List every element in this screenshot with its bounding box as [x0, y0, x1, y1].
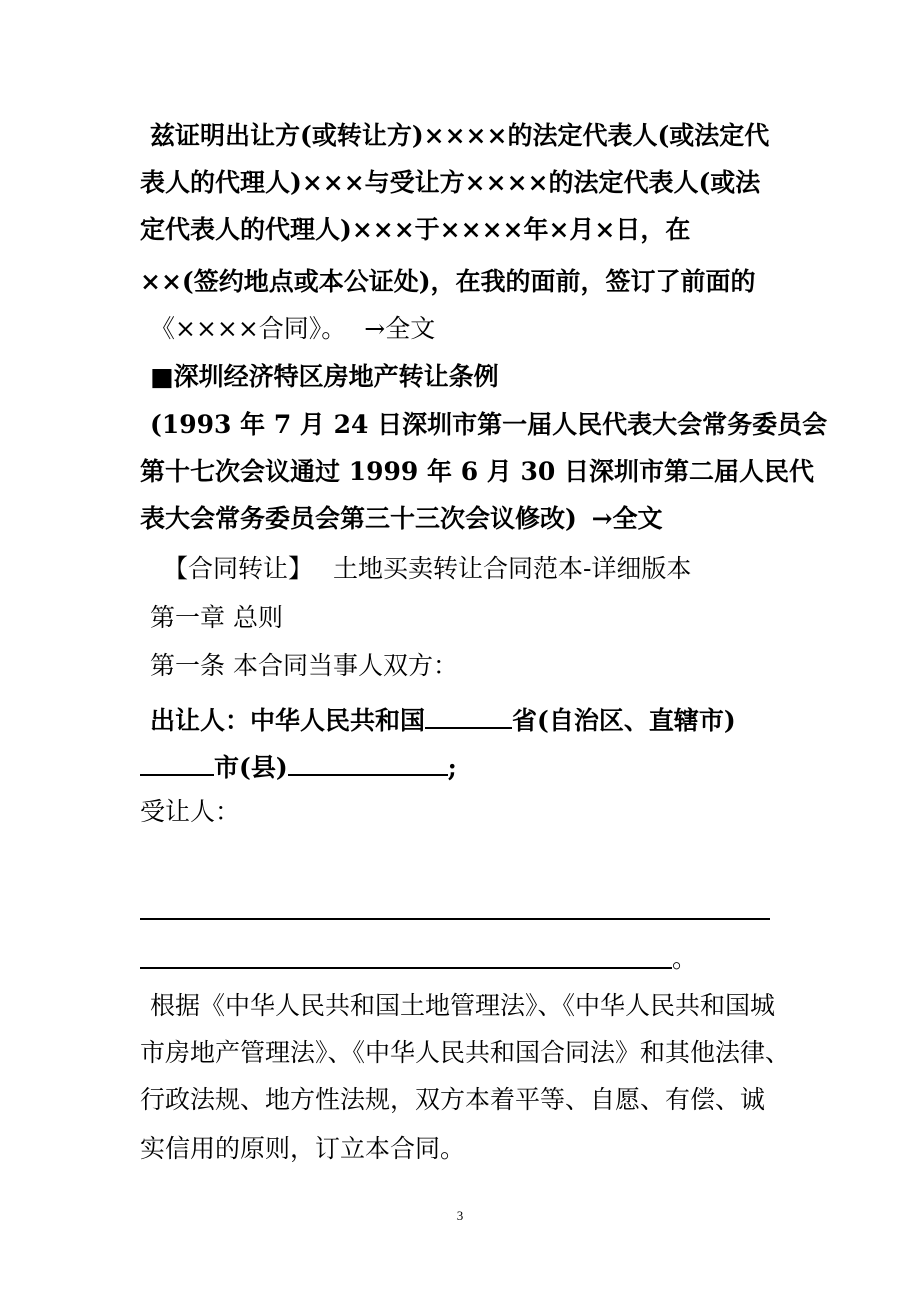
contract-title: 土地买卖转让合同范本-详细版本 — [332, 554, 692, 583]
full-text-link-1[interactable]: →全文 — [364, 314, 436, 343]
city-label: 市(县) — [214, 753, 288, 782]
transferee-label: 受让人： — [140, 797, 241, 826]
basis-line-3: 行政法规、地方性法规，双方本着平等、自愿、有偿、诚 — [140, 1085, 766, 1114]
province-blank[interactable] — [425, 701, 512, 729]
contract-heading — [163, 553, 691, 585]
notary-line-5 — [150, 313, 435, 345]
notary-line-4: ××(签约地点或本公证处)，在我的面前，签订了前面的 — [140, 267, 756, 296]
transferee-period: 。 — [672, 944, 698, 973]
basis-line-2: 市房地产管理法》、《中华人民共和国合同法》和其他法律、 — [140, 1038, 791, 1067]
county-blank[interactable] — [288, 748, 448, 776]
transferee-blank-line-2[interactable] — [140, 967, 672, 969]
basis-line-4: 实信用的原则，订立本合同。 — [140, 1134, 466, 1163]
transferor-label: 出让人：中华人民共和国 — [150, 706, 426, 735]
regulation-heading — [150, 361, 499, 393]
regulation-line-3-text: 表大会常务委员会第三十三次会议修改) — [140, 504, 577, 533]
regulation-title: 深圳经济特区房地产转让条例 — [173, 362, 499, 391]
notary-line-2: 表人的代理人)×××与受让方××××的法定代表人(或法 — [140, 168, 761, 197]
transferor-line — [150, 701, 736, 737]
city-blank[interactable] — [140, 748, 214, 776]
full-text-link-2[interactable]: →全文 — [591, 504, 663, 533]
page-number: 3 — [456, 1208, 464, 1223]
square-bullet-icon: ■ — [150, 362, 174, 391]
article-heading: 第一条 本合同当事人双方： — [150, 651, 458, 680]
regulation-line-3 — [140, 503, 663, 535]
transferee-blank-line-1[interactable] — [140, 918, 770, 920]
contract-placeholder-name: 《××××合同》。 — [150, 314, 347, 343]
notary-line-3: 定代表人的代理人)×××于××××年×月×日，在 — [140, 215, 691, 244]
notary-line-1: 兹证明出让方(或转让方)××××的法定代表人(或法定代 — [150, 121, 770, 150]
city-semicolon: ; — [447, 753, 457, 782]
basis-line-1: 根据《中华人民共和国土地管理法》、《中华人民共和国城 — [150, 991, 776, 1020]
regulation-line-2: 第十七次会议通过 1999 年 6 月 30 日深圳市第二届人民代 — [140, 457, 814, 486]
city-line — [140, 748, 457, 784]
contract-category: 【合同转让】 — [163, 554, 314, 583]
regulation-line-1: (1993 年 7 月 24 日深圳市第一届人民代表大会常务委员会 — [150, 410, 828, 439]
chapter-heading: 第一章 总则 — [150, 603, 283, 632]
province-suffix: 省(自治区、直辖市) — [512, 706, 736, 735]
